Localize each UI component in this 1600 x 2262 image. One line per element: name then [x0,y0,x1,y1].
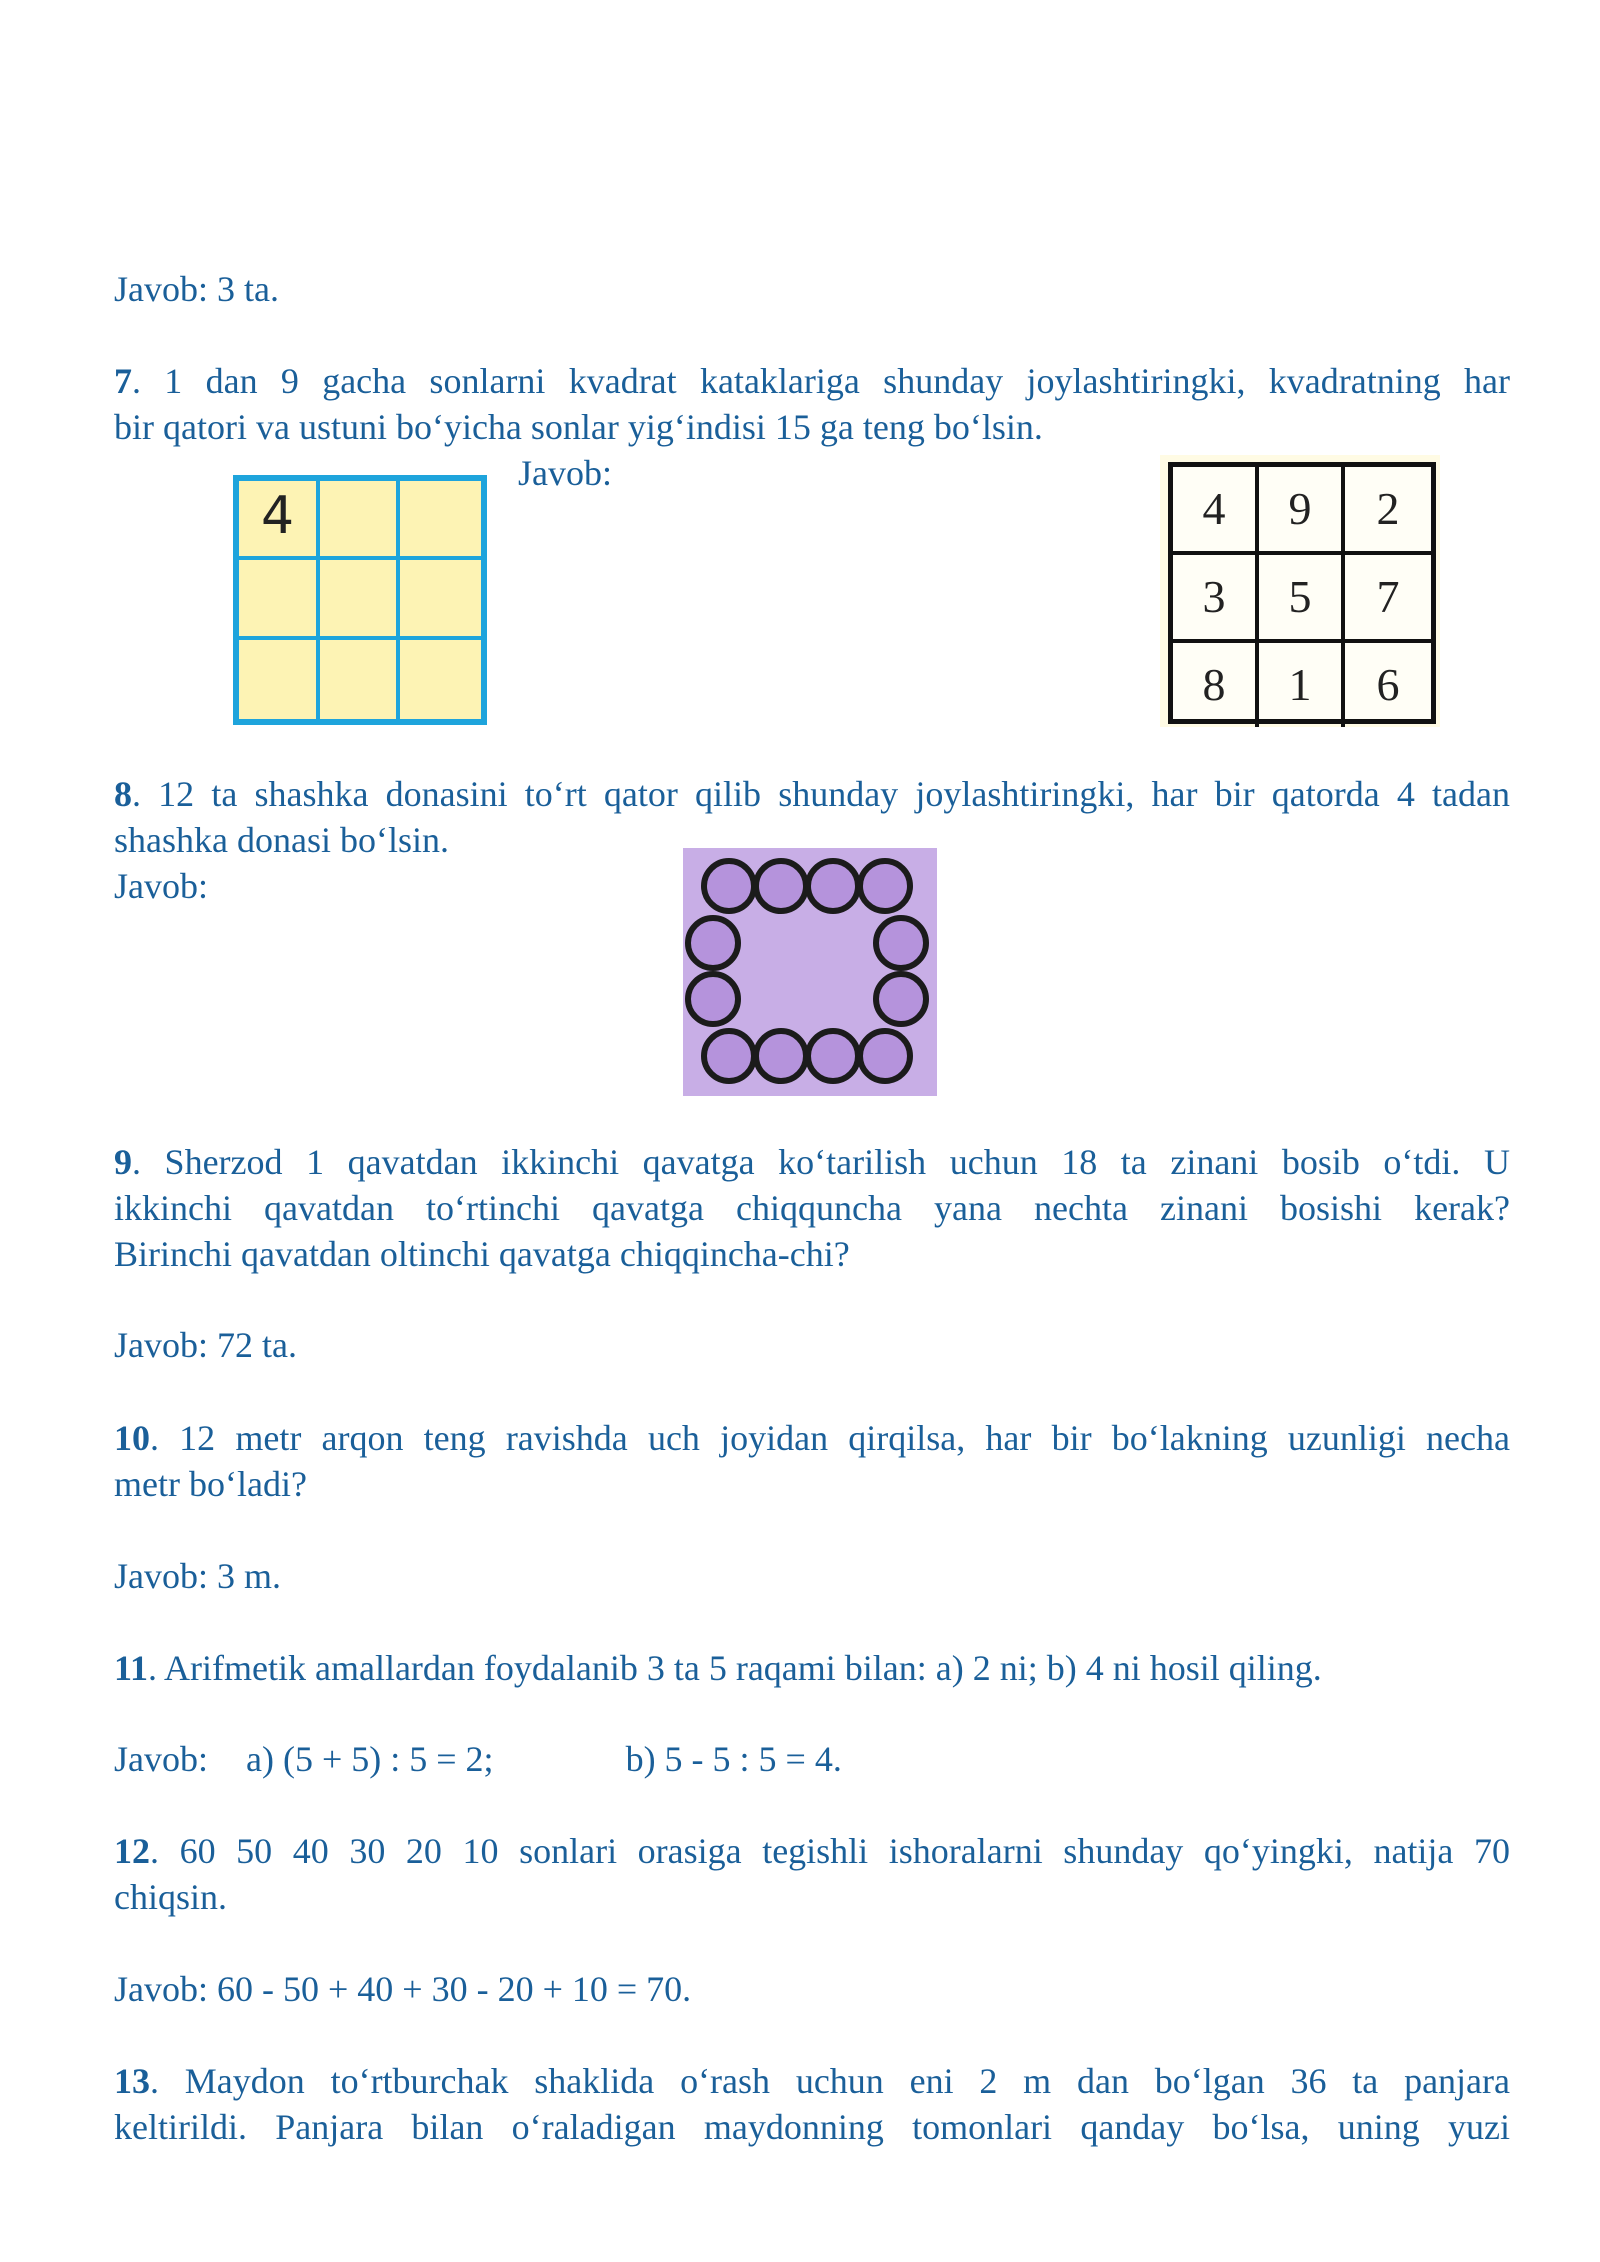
grid-cell: 2 [1345,467,1431,555]
problem-13-number: 13 [114,2061,150,2101]
checker-piece [860,861,910,911]
checkers-arrangement-figure [683,848,937,1096]
problem-7-text-1: . 1 dan 9 gacha sonlarni kvadrat kataklariga shunday joylashtiringki, kvadratning har [132,361,1510,401]
grid-cell [320,481,401,560]
answer-12: Javob: 60 - 50 + 40 + 30 - 20 + 10 = 70. [114,1969,692,2009]
grid-cell: 7 [1345,555,1431,643]
grid-cell: 4 [1173,467,1259,555]
answer-7-label: Javob: [518,453,612,493]
problem-13-line-1 [114,2058,1510,2104]
answer-11 [114,1736,1510,1782]
checker-piece [808,1031,858,1081]
empty-magic-square [233,475,487,725]
checker-piece [756,861,806,911]
grid-cell: 6 [1376,659,1400,710]
problem-12-number: 12 [114,1831,150,1871]
answer-8-label: Javob: [114,866,208,906]
grid-cell [239,560,320,639]
grid-cell [320,560,401,639]
problem-8-line-1 [114,771,1510,817]
answer-11-label: Javob: [114,1739,208,1779]
problem-9-line-1 [114,1139,1510,1185]
problem-9-line-3: Birinchi qavatdan oltinchi qavatga chiqqincha-chi? [114,1234,850,1274]
problem-9-text-1: . Sherzod 1 qavatdan ikkinchi qavatga ko‘tarilish uchun 18 ta zinani bosib o‘tdi. U [132,1142,1510,1182]
problem-13-line-2: keltirildi. Panjara bilan o‘raladigan maydonning tomonlari qanday bo‘lsa, uning yuzi [114,2107,1510,2147]
checker-piece [876,974,926,1024]
grid-cell: 8 [1173,643,1259,727]
answer-11-b: b) 5 - 5 : 5 = 4. [625,1739,842,1779]
problem-11-text-1: . Arifmetik amallardan foydalanib 3 ta 5 raqami bilan: a) 2 ni; b) 4 ni hosil qiling. [148,1648,1322,1688]
answer-10: Javob: 3 m. [114,1556,281,1596]
problem-11-number: 11 [114,1648,149,1688]
checker-piece [860,1031,910,1081]
grid-cell: 4 [239,481,320,560]
problem-9-line-2: ikkinchi qavatdan to‘rtinchi qavatga chiqquncha yana nechta zinani bosishi kerak? [114,1188,1510,1228]
grid-cell: 5 [1259,555,1345,643]
problem-13-text-1: . Maydon to‘rtburchak shaklida o‘rash uchun eni 2 m dan bo‘lgan 36 ta panjara [150,2061,1510,2101]
answer-6: Javob: 3 ta. [114,269,279,309]
checker-piece [704,1031,754,1081]
checker-piece [876,918,926,968]
checker-piece [808,861,858,911]
checker-piece [756,1031,806,1081]
checker-piece [688,974,738,1024]
grid-cell [320,640,401,719]
grid-cell: 1 [1259,643,1345,727]
problem-12-line-1 [114,1828,1510,1874]
problem-8-text-1: . 12 ta shashka donasini to‘rt qator qilib shunday joylashtiringki, har bir qatorda 4 tadan [132,774,1510,814]
problem-7-line-2: bir qatori va ustuni bo‘yicha sonlar yig‘indisi 15 ga teng bo‘lsin. [114,407,1043,447]
problem-11-line-1 [114,1645,1510,1691]
problem-10-text-1: . 12 metr arqon teng ravishda uch joyidan qirqilsa, har bir bo‘lakning uzunligi necha [150,1418,1510,1458]
answer-9: Javob: 72 ta. [114,1325,297,1365]
problem-7-number: 7 [114,361,132,401]
problem-12-line-2: chiqsin. [114,1877,227,1917]
grid-cell: 3 [1173,555,1259,643]
problem-7-line-1 [114,358,1510,404]
problem-8-number: 8 [114,774,132,814]
grid-cell [400,560,481,639]
problem-8-line-2: shashka donasi bo‘lsin. [114,820,449,860]
problem-10-line-2: metr bo‘ladi? [114,1464,307,1504]
answer-11-a: a) (5 + 5) : 5 = 2; [246,1739,494,1779]
grid-cell [400,640,481,719]
problem-10-number: 10 [114,1418,150,1458]
problem-10-line-1 [114,1415,1510,1461]
grid-cell: 9 [1259,467,1345,555]
grid-cell [400,481,481,560]
problem-12-text-1: . 60 50 40 30 20 10 sonlari orasiga tegishli ishoralarni shunday qo‘yingki, natija 70 [150,1831,1510,1871]
grid-cell [239,640,320,719]
answer-magic-square [1168,462,1436,724]
checker-piece [688,918,738,968]
problem-9-number: 9 [114,1142,132,1182]
checker-piece [704,861,754,911]
